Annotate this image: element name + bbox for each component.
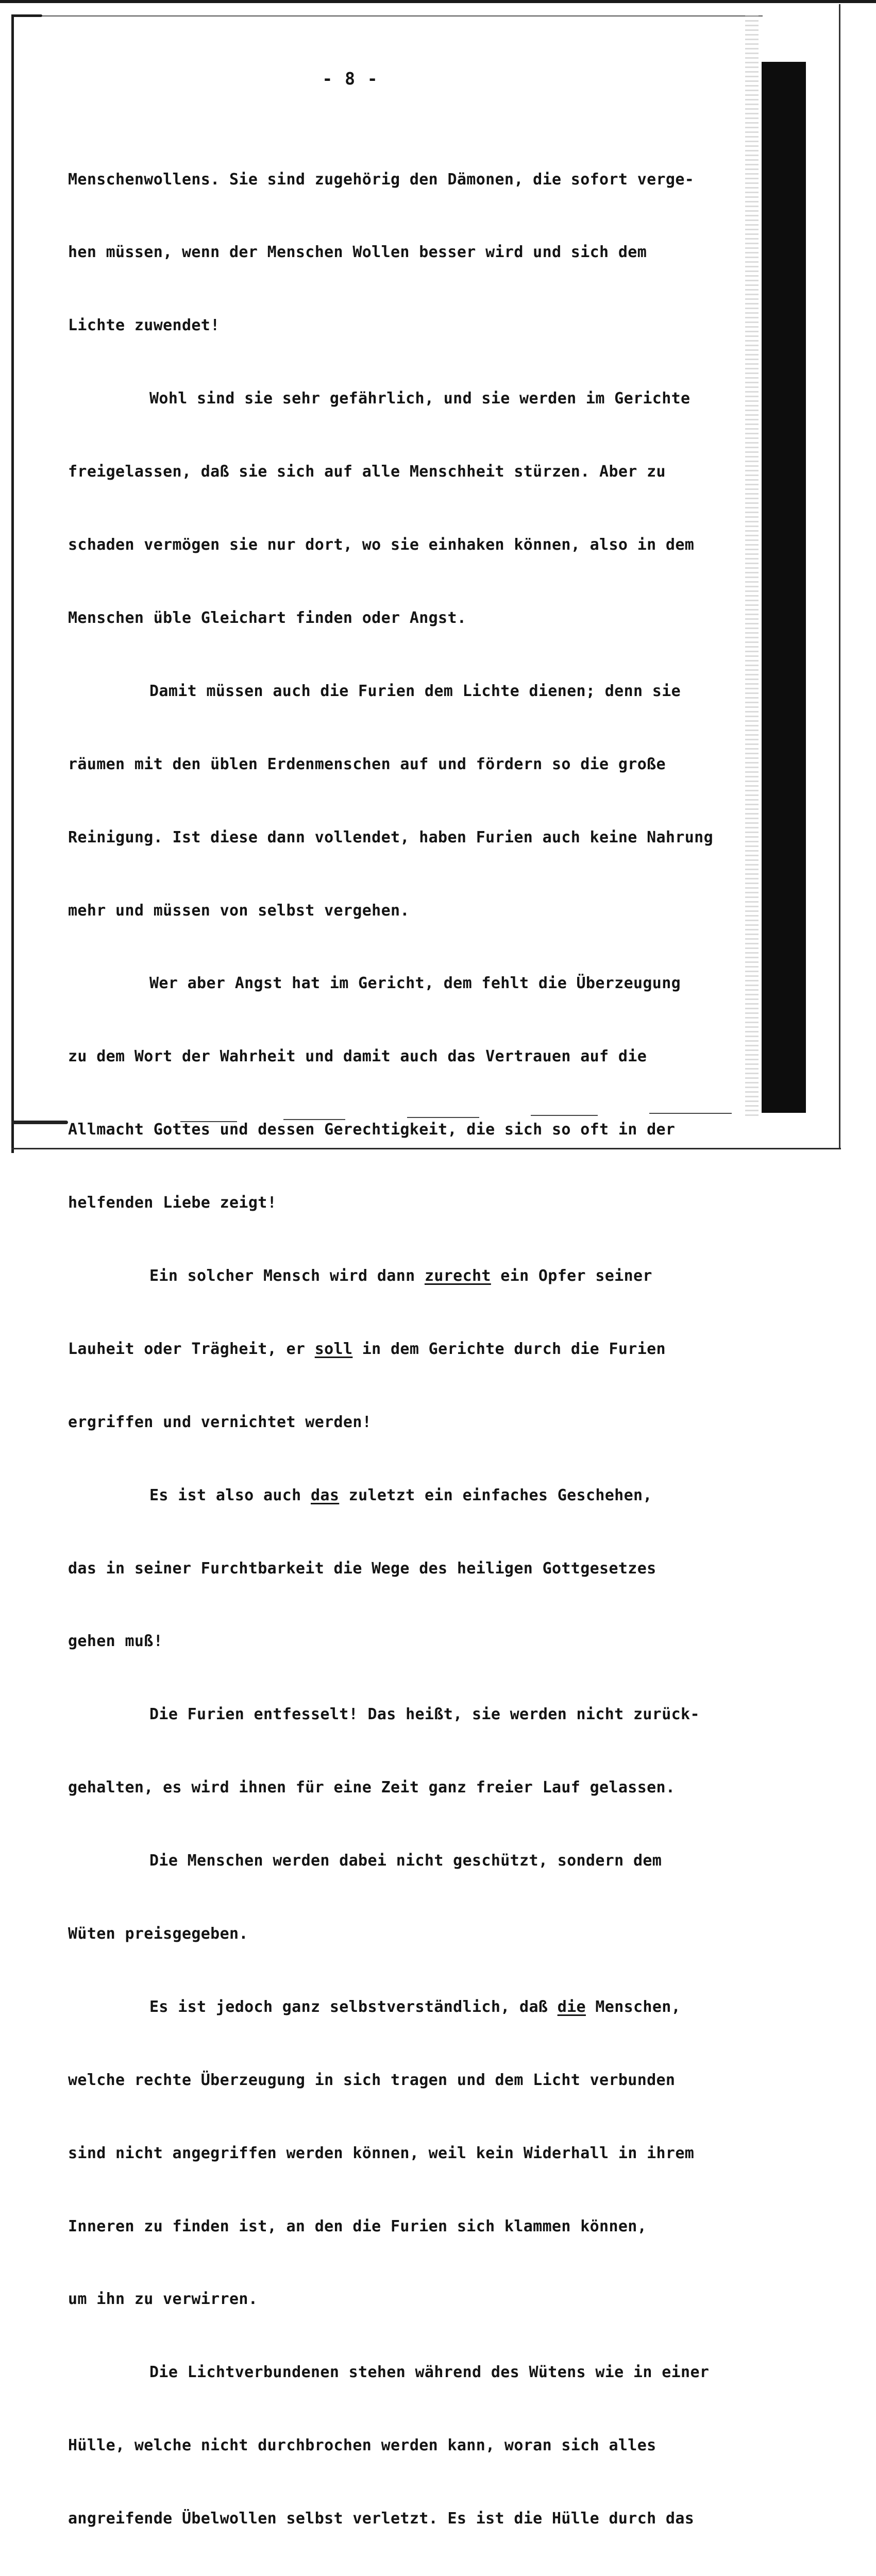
text-line: Inneren zu finden ist, an den die Furien sich klammen können,: [68, 2217, 647, 2235]
text-line: Es ist also auch das zuletzt ein einfaches Geschehen,: [149, 1486, 652, 1504]
text-line: räumen mit den üblen Erdenmenschen auf und fördern so die große: [68, 755, 666, 773]
text-line: zu dem Wort der Wahrheit und damit auch das Vertrauen auf die: [68, 1047, 647, 1066]
text-line: gehalten, es wird ihnen für eine Zeit ganz freier Lauf gelassen.: [68, 1778, 676, 1797]
emphasis-underline: die: [557, 1997, 586, 2016]
text-line: freigelassen, daß sie sich auf alle Menschheit stürzen. Aber zu: [68, 463, 666, 481]
scan-top-edge: [0, 0, 876, 3]
text-line: Damit müssen auch die Furien dem Lichte dienen; denn sie: [149, 682, 681, 700]
text-line: Menschen üble Gleichart finden oder Angst.: [68, 608, 467, 627]
scan-right-edge: [839, 4, 840, 1149]
text-line: Die Lichtverbundenen stehen während des Wütens wie in einer: [149, 2363, 710, 2382]
text-line: hen müssen, wenn der Menschen Wollen besser wird und sich dem: [68, 243, 647, 262]
text-line: Ein solcher Mensch wird dann zurecht ein Opfer seiner: [149, 1266, 652, 1285]
text-line: das in seiner Furchtbarkeit die Wege des heiligen Gottgesetzes: [68, 1559, 656, 1578]
text-line: Die Menschen werden dabei nicht geschützt, sondern dem: [149, 1852, 662, 1870]
text-line: welche rechte Überzeugung in sich tragen und dem Licht verbunden: [68, 2071, 676, 2089]
emphasis-underline: soll: [314, 1340, 353, 1358]
text-line: Die Furien entfesselt! Das heißt, sie werden nicht zurück-: [149, 1705, 700, 1724]
text-line: angreifende Übelwollen selbst verletzt. Es ist die Hülle durch das: [68, 2510, 695, 2528]
text-line: ergriffen und vernichtet werden!: [68, 1413, 372, 1431]
text-line: Reinigung. Ist diese dann vollendet, haben Furien auch keine Nahrung: [68, 828, 713, 846]
scan-corner: [11, 14, 42, 17]
text-line: Hülle, welche nicht durchbrochen werden kann, woran sich alles: [68, 2436, 656, 2455]
text-line: schaden vermögen sie nur dort, wo sie einhaken können, also in dem: [68, 536, 695, 554]
emphasis-underline: das: [311, 1486, 340, 1504]
text-line: Allmacht Gottes und dessen Gerechtigkeit, die sich so oft in der: [68, 1121, 676, 1139]
text-line: Wer aber Angst hat im Gericht, dem fehlt die Überzeugung: [149, 974, 681, 993]
text-line: gehen muß!: [68, 1632, 163, 1651]
text-line: Menschenwollens. Sie sind zugehörig den Dämonen, die sofort verge-: [68, 170, 695, 189]
text-line: helfenden Liebe zeigt!: [68, 1194, 277, 1212]
body-text: [68, 118, 748, 2576]
text-line: mehr und müssen von selbst vergehen.: [68, 901, 410, 920]
emphasis-underline: zurecht: [424, 1266, 491, 1285]
page-number: - 8 -: [322, 69, 379, 89]
text-line: Wüten preisgegeben.: [68, 1924, 248, 1943]
text-line: um ihn zu verwirren.: [68, 2290, 258, 2309]
text-line: Es ist jedoch ganz selbstverständlich, daß die Menschen,: [149, 1997, 681, 2016]
scan-top-line: [31, 15, 763, 16]
binding-spine: [762, 62, 806, 1113]
text-line: Wohl sind sie sehr gefährlich, und sie werden im Gerichte: [149, 389, 690, 408]
text-line: sind nicht angegriffen werden können, weil kein Widerhall in ihrem: [68, 2144, 695, 2162]
scan-left-edge: [11, 14, 14, 1153]
text-line: Lichte zuwendet!: [68, 316, 220, 335]
text-line: Lauheit oder Trägheit, er soll in dem Gerichte durch die Furien: [68, 1340, 666, 1358]
